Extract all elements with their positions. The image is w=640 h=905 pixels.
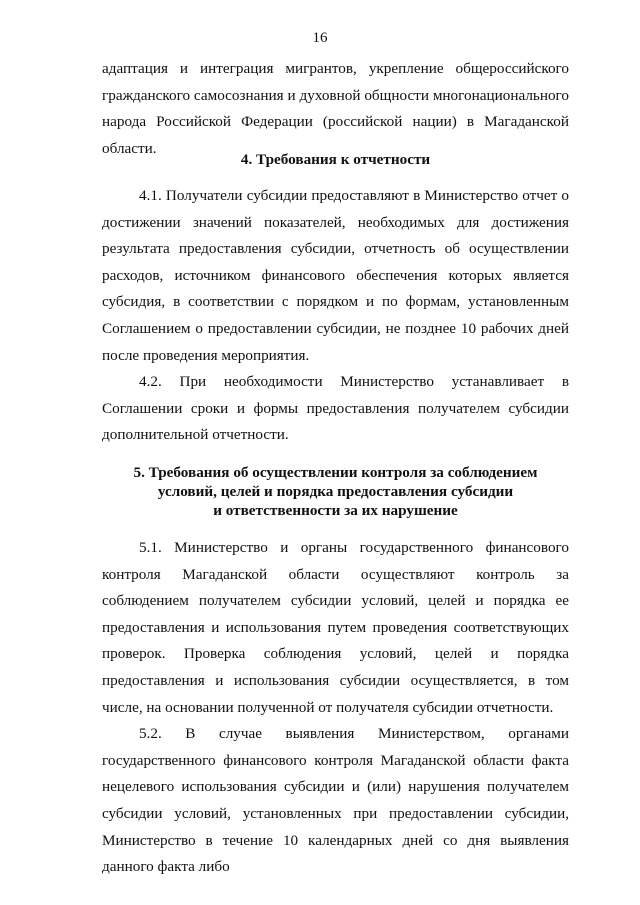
paragraph-4-1: 4.1. Получатели субсидии предоставляют в Министерство отчет о достижении значений показателей, необходимых для достижения результата предоставления субсидии, отчетность об осуществлении расходов, источником финансового обеспечения которых является субсидия, в соответствии с порядком и по формам, установленным Соглашением о предоставлении субсидии, не позднее 10 рабочих дней после проведения мероприятия. (102, 187, 569, 364)
section-4-heading: 4. Требования к отчетности (240, 151, 431, 168)
paragraph-5-2: 5.2. В случае выявления Министерством, органами государственного финансового контроля Магаданской области факта нецелевого использования субсидии и (или) нарушения получателем субсидии условий, установленных при предоставлении субсидии, Министерство в течение 10 календарных дней со дня выявления данного факта либо (102, 725, 569, 876)
section-4-body (102, 183, 569, 449)
section-5-heading-line: условий, целей и порядка предоставления субсидии (157, 483, 514, 500)
section-5-heading-line: и ответственности за их нарушение (213, 502, 458, 519)
intro-block (102, 56, 569, 162)
page-number: 16 (312, 30, 328, 46)
paragraph-5-1: 5.1. Министерство и органы государственного финансового контроля Магаданской области осуществляют контроль за соблюдением получателем субсидии условий, целей и порядка ее предоставления и использования путем проведения соответствующих проверок. Проверка соблюдения условий, целей и порядка предоставления и использования субсидии осуществляется, в том числе, на основании полученной от получателя субсидии отчетности. (102, 539, 569, 716)
section-5-heading (102, 463, 569, 520)
intro-paragraph: адаптация и интеграция мигрантов, укрепление общероссийского гражданского самосознания и духовной общности многонационального народа Российской Федерации (российской нации) в Магаданской области. (102, 60, 569, 157)
paragraph-4-2: 4.2. При необходимости Министерство устанавливает в Соглашении сроки и формы предоставления получателем субсидии дополнительной отчетности. (102, 373, 569, 444)
section-5-body (102, 535, 569, 881)
section-5-heading-line: 5. Требования об осуществлении контроля за соблюдением (133, 464, 538, 481)
